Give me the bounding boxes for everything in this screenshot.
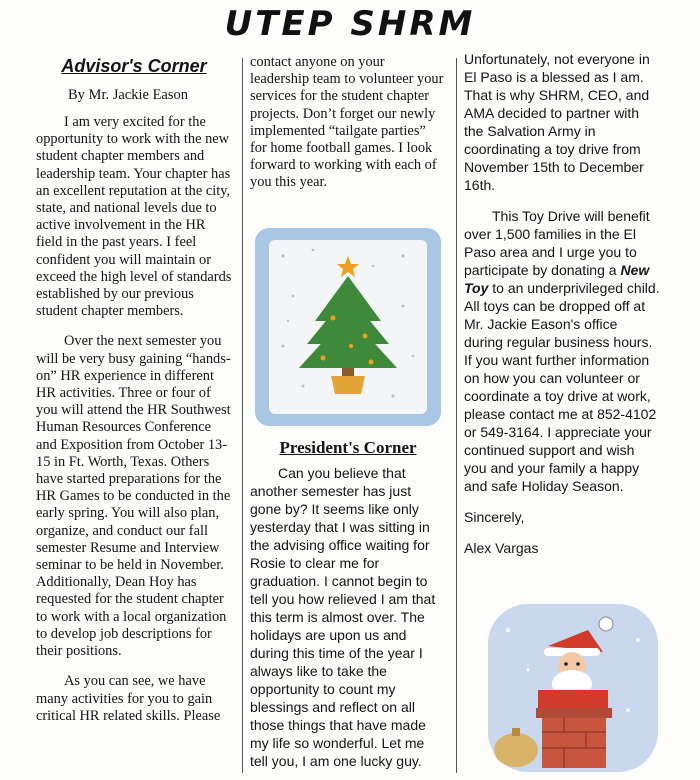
president-continued-text: Unfortunately, not everyone in El Paso is a blessed as I am. That is why SHRM, CEO, and AMA decided to partner with the Salvation Army in coordinating a toy drive from November 15th to December 16th. xyxy=(464,51,650,193)
toy-drive-text-before: This Toy Drive will benefit over 1,500 families in the El Paso area and I urge you to participate by donating a xyxy=(464,208,650,278)
advisor-heading: Advisor's Corner xyxy=(61,56,207,76)
santa-illustration xyxy=(468,600,668,775)
president-heading: President's Corner xyxy=(279,438,417,457)
christmas-tree-icon xyxy=(253,226,443,428)
middle-column xyxy=(250,56,446,192)
santa-chimney-icon xyxy=(468,600,668,775)
advisor-byline: By Mr. Jackie Eason xyxy=(68,87,189,103)
new-toy-emphasis: New Toy xyxy=(464,262,650,296)
background-watermark xyxy=(664,60,698,775)
christmas-tree-illustration xyxy=(253,226,443,428)
right-column xyxy=(464,51,660,557)
column-divider-right xyxy=(456,58,457,773)
advisor-column xyxy=(36,56,232,725)
newsletter-masthead xyxy=(0,4,700,54)
advisor-paragraph-3: As you can see, we have many activities for you to gain critical HR related skills. Please xyxy=(36,673,221,724)
signature-name: Alex Vargas xyxy=(464,540,539,556)
column-divider-left xyxy=(242,58,243,773)
advisor-paragraph-1: I am very excited for the opportunity to work with the new student chapter members and leadership team. Your chapter has an excellent reputation at the city, state, and national levels due to active involvement in the HR field in the past years. I feel confident you will maintain or exceed the high level of standards established by our previous student chapter members. xyxy=(36,114,232,320)
toy-drive-text-after: to an underprivileged child. All toys can be dropped off at Mr. Jackie Eason's office during regular business hours. If you want further information on how you can volunteer or coordinate a toy drive at work, please contact me at 852-4102 or 549-3164. I appreciate your continued support and wish you and your family a happy and safe Holiday Season. xyxy=(464,280,660,494)
advisor-paragraph-2: Over the next semester you will be very busy gaining “hands-on” HR experience in different HR activities. Three or four of you will attend the HR Southwest Human Resources Conference and Exposition from October 13-15 in Ft. Worth, Texas. Others have started preparations for the HR Games to be conducted in the early spring. You will also plan, organize, and conduct our fall semester Resume and Interview seminar to be held in November. Additionally, Dean Hoy has requested for the student chapter to work with a local organization to develop job descriptions for their positions. xyxy=(36,333,231,660)
president-paragraph-1: Can you believe that another semester has just gone by? It seems like only yesterday that I was sitting in the advising office waiting for Rosie to clear me for graduation. I cannot begin to tell you how relieved I am that this term is almost over. The holidays are upon us and during this time of the year I always like to take the opportunity to count my blessings and reflect on all those things that have made my life so wonderful. Let me tell you, I am one lucky guy. xyxy=(250,465,436,769)
newsletter-title: UTEP SHRM xyxy=(224,4,476,44)
toy-drive-paragraph xyxy=(464,207,660,495)
advisor-continued-text: contact anyone on your leadership team to volunteer your services for the student chapter projects. Don’t forget our newly implemented “tailgate parties” for home football games. I look forward to working with each of you this year. xyxy=(250,54,444,191)
closing-line: Sincerely, xyxy=(464,509,525,525)
president-section xyxy=(250,438,446,770)
